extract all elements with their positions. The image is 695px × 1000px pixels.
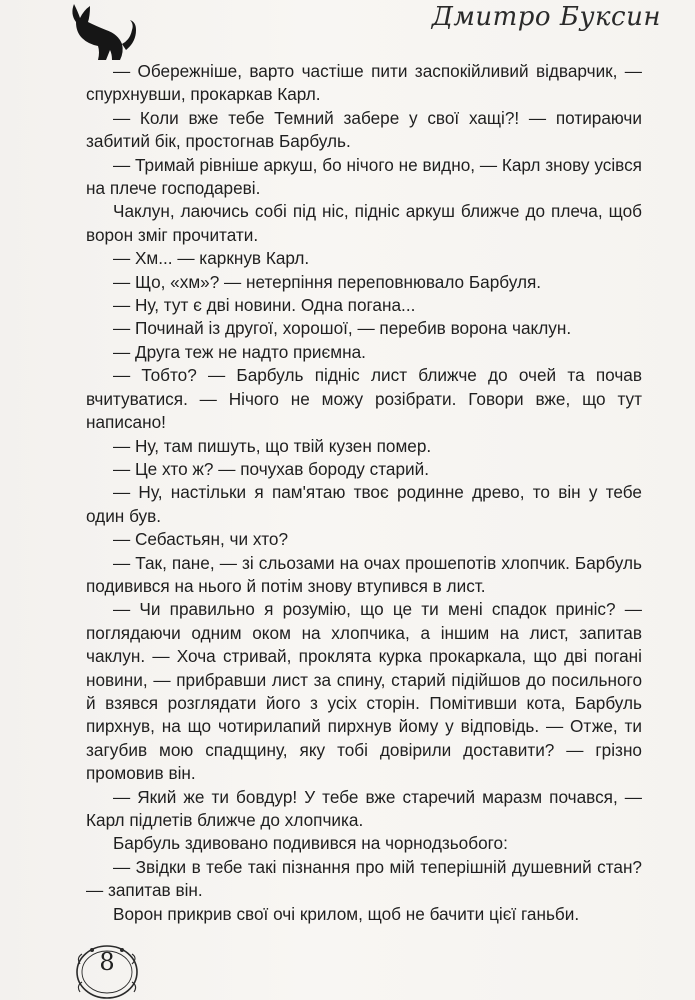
- author-header: Дмитро Буксин: [431, 2, 661, 32]
- paragraph: — Ну, там пишуть, що твій кузен помер.: [113, 435, 432, 456]
- paragraph: Ворон прикрив свої очі крилом, щоб не бачити цієї ганьби.: [113, 903, 580, 924]
- story-text: [86, 60, 642, 926]
- paragraph: — Це хто ж? — почухав бороду старий.: [113, 458, 430, 479]
- paragraph: — Який же ти бовдур! У тебе вже старечий маразм почався, — Карл підлетів ближче до хлопчика.: [86, 786, 642, 830]
- paragraph: — Звідки в тебе такі пізнання про мій теперішній душевний стан? — запитав він.: [86, 856, 642, 901]
- paragraph: — Друга теж не надто приємна.: [113, 341, 366, 362]
- paragraph: — Ну, настільки я пам'ятаю твоє родинне древо, то він у тебе один був.: [86, 482, 642, 526]
- page-number: 8: [99, 948, 115, 976]
- paragraph: — Починай із другої, хорошої, — перебив ворона чаклун.: [113, 318, 572, 339]
- paragraph: — Так, пане, — зі сльозами на очах прошепотів хлопчик. Барбуль подивився на нього й потім знову втупився в лист.: [86, 552, 642, 596]
- paragraph: — Ну, тут є дві новини. Одна погана...: [113, 295, 416, 316]
- paragraph: Чаклун, лаючись собі під ніс, підніс аркуш ближче до плеча, щоб ворон зміг прочитати.: [86, 201, 642, 245]
- paragraph: — Обережніше, варто частіше пити заспокійливий відварчик, — спурхнувши, прокаркав Карл.: [86, 61, 642, 105]
- paragraph: — Тобто? — Барбуль підніс лист ближче до очей та почав вчитуватися. — Нічого не можу розібрати. Говори вже, що тут написано!: [86, 365, 642, 433]
- paragraph: — Чи правильно я розумію, що це ти мені спадок приніс? — поглядаючи одним оком на хлопчика, а іншим на лист, запитав чаклун. — Хоча стривай, проклята курка прокаркала, що дві погані новини, — прибравши лист за спину, старий підійшов до посильного й взявся розглядати його з усіх сторін. Помітивши кота, Барбуль пирхнув, на що чотирилапий пирхнув йому у відповідь. — Отже, ти загубив мою спадщину, яку тобі довірили доставити? — грізно промовив він.: [86, 599, 642, 784]
- paragraph: Барбуль здивовано подивився на чорнодзьобого:: [113, 833, 508, 854]
- cat-silhouette-icon: [66, 0, 138, 60]
- paragraph: — Себастьян, чи хто?: [113, 529, 289, 550]
- paragraph: — Що, «хм»? — нетерпіння переповнювало Барбуля.: [113, 271, 542, 292]
- paragraph: — Коли вже тебе Темний забере у свої хащі?! — потираючи забитий бік, простогнав Барбуль.: [86, 107, 642, 152]
- paragraph: — Хм... — каркнув Карл.: [113, 248, 310, 269]
- paragraph: — Тримай рівніше аркуш, бо нічого не видно, — Карл знову усівся на плече господареві.: [86, 154, 642, 199]
